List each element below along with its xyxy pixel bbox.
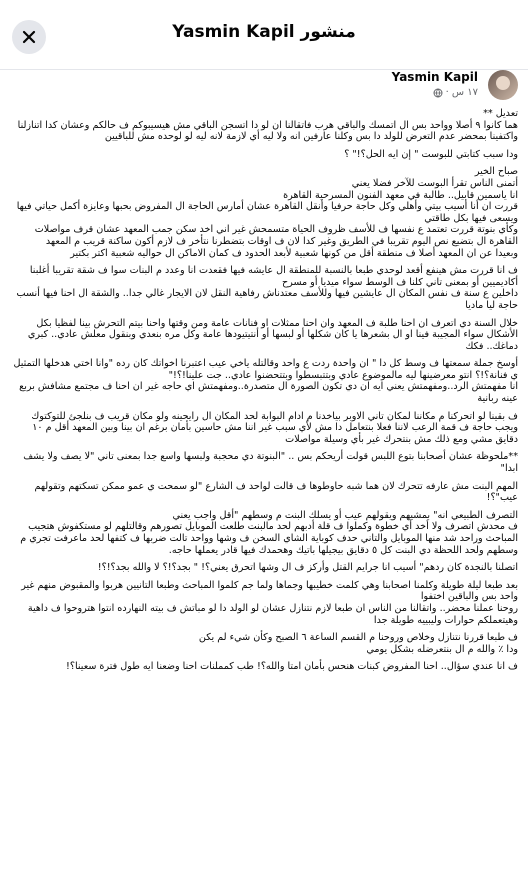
post-time[interactable]: ١٧ س	[451, 87, 478, 98]
post-header	[118, 68, 518, 104]
post-paragraph: ف انا عندي سؤال.. احنا المفروض كبنات هنحس بأمان امتا والله؟! طب كمملنات احنا وضعنا ايه طول فترة سعينا؟!	[66, 661, 518, 673]
post-paragraph: التصرف الطبيعي انه" بمشيهم ويقولهم عيب أو يسلك البنت م وسطهم "أقل واجب يعني ف محدش اتصرف ولا أخد أي خطوة وكملوا ف قلة أدبهم لحد مالبنت طلعت الموبايل تصورهم وقالتلهم لو مستكفوش هتجيب المباحث وراحد شد منها الموبايل والتاني حدف كوباية الشاي السخن ف وشها وواحد تالت ضربها ف كتفها لحد ماعرفت تجري م وسطهم ولحد اللحظة دي البنت كل ٥ دقايق بيجيلها باتيك وهحمدك فيها قادر يعملها حاجه.	[20, 509, 518, 556]
post-paragraph: اتصلنا بالنجدة كان ردهم" أسيب انا جرايم القتل وأركز ف ال وشها اتحرق يعني؟! " بجد؟!؟ لا والله بجد؟!؟!	[97, 562, 518, 574]
post-paragraph: أوسخ جملة سمعتها ف وسط كل دا " ان واحدة ردت ع واحد وقالتله ياخي عيب اعتبرنا اخواتك كان رده "وانا اختي هدخلها التمثيل ي فنانة؟!؟ انتو معرضينها ليه مالموضوع عادي وبتتبسطوا وبتتحضنوا عادي.. جت علينا!؟!" انا مفهمتش الرد..ومفهمتش يعني ايه ان دي تكون الصورة ال متصدرة..ومفهمتش اي حاجه غير ان احنا ف مجتمع مشافش بربع عينه ربانية	[13, 358, 518, 405]
author-name[interactable]: Yasmin Kapil	[391, 70, 478, 84]
post-paragraph: ف طبعا قررنا نتنازل وخلاص وروحنا م القسم الساعة ٦ الصبح وكأن شيء لم يكن ودا ٪ والله م ال بنتعرضله بشكل يومي	[198, 632, 518, 655]
close-icon	[22, 30, 36, 44]
post-meta	[433, 87, 478, 98]
post-paragraph: **ملحوظة عشان أصحابنا بتوع اللبس قولت أريحكم بس .. "البنوتة دي محجبة ولبسها واسع جدا بمعنى تاني "لا يصف ولا يشف ابدا"	[23, 451, 518, 475]
dialog-title: منشور Yasmin Kapil	[172, 22, 356, 42]
avatar[interactable]	[488, 70, 518, 100]
post-paragraph: ف انا قررت مش هينفع أقعد لوحدي طبعا بالنسبة للمنطقة ال عايشه فيها فقعدت انا وعدد م البنات سوا ف شقة تقريبا أغلبنا أكاديميين أو بمعنى تاني كلنا ف الوسط سواء ميديا أو مسرح داخلين ع سنة ف نفس المكان ال عايشين فيها وللأسف معتدناش رفاهية النقل لان الايجار غالي جدا.. والشقة ال احنا فيها أنسب حاجة ليا ماديا	[16, 265, 518, 311]
separator: ·	[445, 87, 449, 98]
post-dialog-header	[0, 0, 528, 70]
post-paragraph: صباح الخير أتمنى الناس تقرأ البوست للآخر فضلا يعني انا ياسمين قابيل.. طالبة في معهد الفنون المسرحية القاهرة قررت ان أنا أسيب بيتي وأهلي وكل حاجة حرفيا وأنقل القاهرة عشان أمارس الحاجة ال المفروض بحبها وعايزة أكمل حياتي فيها ويسعى فيها بكل طاقتي وكأي بنوتة قررت تعتمد ع نفسها ف للأسف ظروف الحياة متسمحش غير اني اخد سكن جمب المعهد عشان قرف مواصلات القاهرة ال بتضيع نص اليوم تقريبا في الطريق وغير كدا لان ف اوقات بتضطرنا نتأخر ف لازم أكون ساكنة قريب م المعهد وبعيدا عن ان المعهد أصلا ف منطقة أقل من كونها شعبية لأبعد الحدود ف كمان الاماكن ال حواليه شعبية اكتر بكتير	[16, 166, 518, 259]
close-button[interactable]	[12, 20, 46, 54]
post-paragraph: بعد طبعا ليلة طويلة وكلمنا اصحابنا وهي كلمت خطيبها وجماها ولما جم كلموا المباحث وطبعا التانيين هربوا والمقبوض منهم غير واحد بس والباقين اختفوا روحنا عملنا محضر.. واتقالنا من الناس ان طبعا لازم نتنازل عشان لو الولد دا لو مباتش ف بيته النهارده انتوا هتروحوا ف داهية وهيتعملكم حوارات وليبييه طويلة جدا	[21, 579, 518, 626]
post-paragraph: ف بقينا لو اتحركنا م مكاننا لمكان تاني الاوبر بياخدنا م ادام البوابة لحد المكان ال رايحينه ولو مكان قريب ف بنلجئ للتوكتوك ويجب حاجة ف قمة الرعب لاننا فعلا بنتعامل دا مش لأي سبب غير اننا مش حاسين بأمان برغم ان بينا وبين المعهد أقل م ١٠ دقايق مشي ومع ذلك مش بنتحرك غير بأي وسيلة مواصلات	[31, 410, 518, 445]
post-paragraph: ودا سبب كتابتي للبوست " إن ايه الحل؟!" ؟	[344, 148, 518, 160]
post-paragraph: خلال السنة دي اتعرف ان احنا طلبة ف المعهد وان احنا ممثلات او فنانات عامة ومن وقتها واحنا بيتم التحرش بينا لفظيا بكل الأشكال سواء المجيبة فينا او ال بشعرها يا كان شكلها أو لبسها أو أنتيتيودها عامة وكل مره بنعدي وبنقول معلش عادي.. كبري دماغك.. فكك	[27, 317, 518, 352]
post-paragraph: المهم البنت مش عارفه تتحرك لان هما شبه حاوطوها ف قالت لواحد ف الشارع "لو سمحت ي عمو ممكن تسكتهم وتقولهم عيب"؟!	[34, 480, 518, 504]
globe-icon	[433, 88, 443, 98]
post-body	[12, 108, 518, 679]
post-paragraph: تعديل ** هما كانوا ٩ أصلا وواحد بس ال اتمسك والباقي هرب فاتقالنا ان لو دا اتسجن الباقي مش هيسيبوكم ف حالكم وعشان كدا اتنازلنا واكتفينا بمحضر عدم التعرض للولد دا بس وكلنا عارفين انه ولا ليه أي لازمة لانه ليه لو لوحده مش للباقيين	[17, 108, 518, 143]
